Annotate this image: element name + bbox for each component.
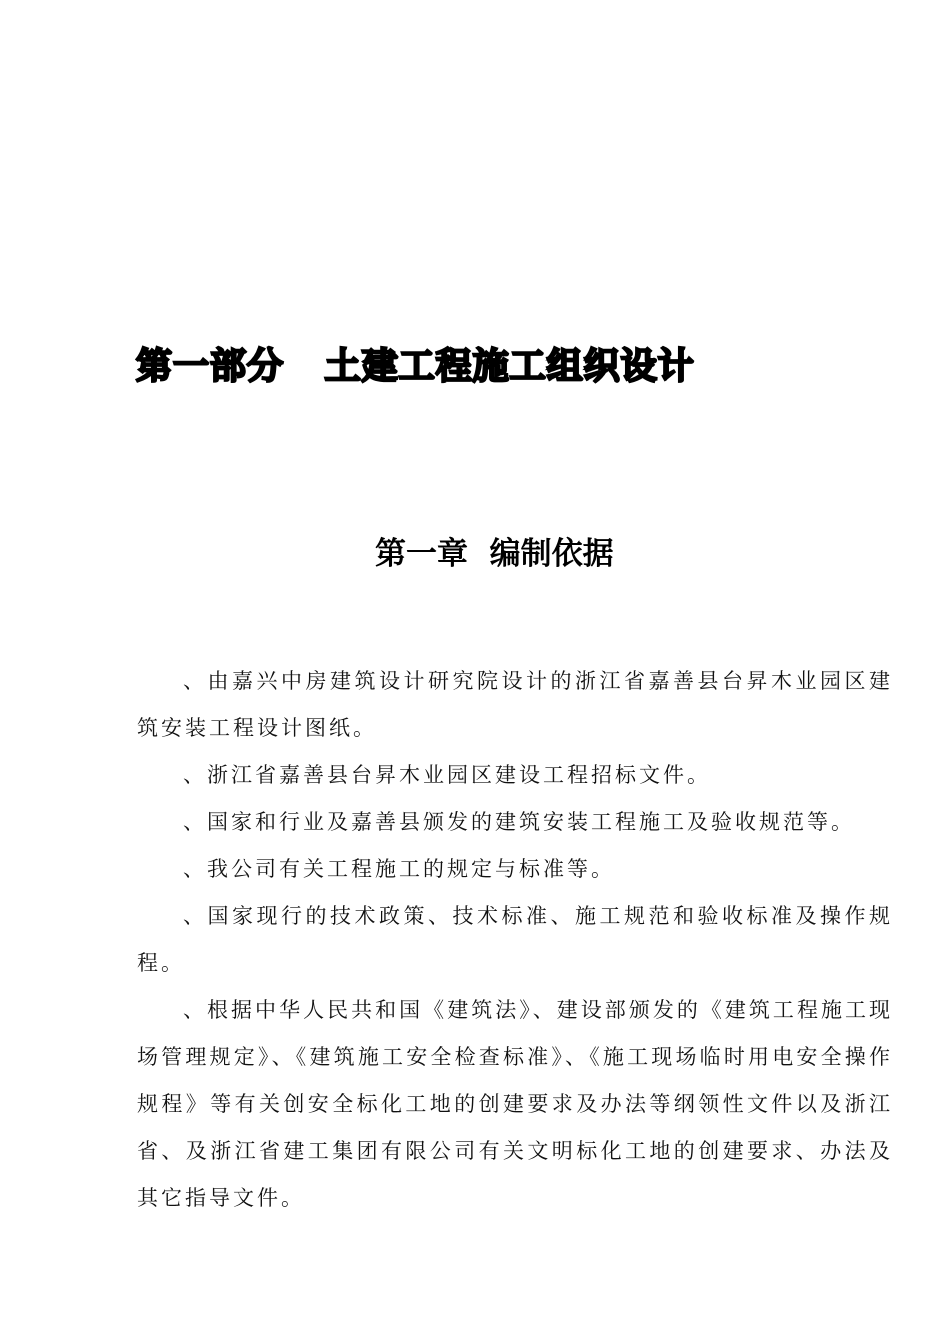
- basis-item: 、国家现行的技术政策、技术标准、施工规范和验收标准及操作规程。: [137, 904, 893, 975]
- part-title: 第一部分 土建工程施工组织设计: [136, 346, 695, 387]
- basis-item: 、根据中华人民共和国《建筑法》、建设部颁发的《建筑工程施工现场管理规定》、《建筑施工安全检查标准》、《施工现场临时用电安全操作规程》等有关创安全标化工地的创建要求及办法等纲领性文件以及浙江省、及浙江省建工集团有限公司有关文明标化工地的创建要求、办法及其它指导文件。: [137, 998, 893, 1210]
- basis-item: 、我公司有关工程施工的规定与标准等。: [183, 857, 615, 881]
- chapter-title: 第一章 编制依据: [375, 536, 614, 572]
- basis-item: 、国家和行业及嘉善县颁发的建筑安装工程施工及验收规范等。: [183, 810, 855, 834]
- basis-item: 、由嘉兴中房建筑设计研究院设计的浙江省嘉善县台昇木业园区建筑安装工程设计图纸。: [137, 669, 893, 740]
- basis-item: 、浙江省嘉善县台昇木业园区建设工程招标文件。: [183, 763, 711, 787]
- basis-list: [137, 658, 893, 1222]
